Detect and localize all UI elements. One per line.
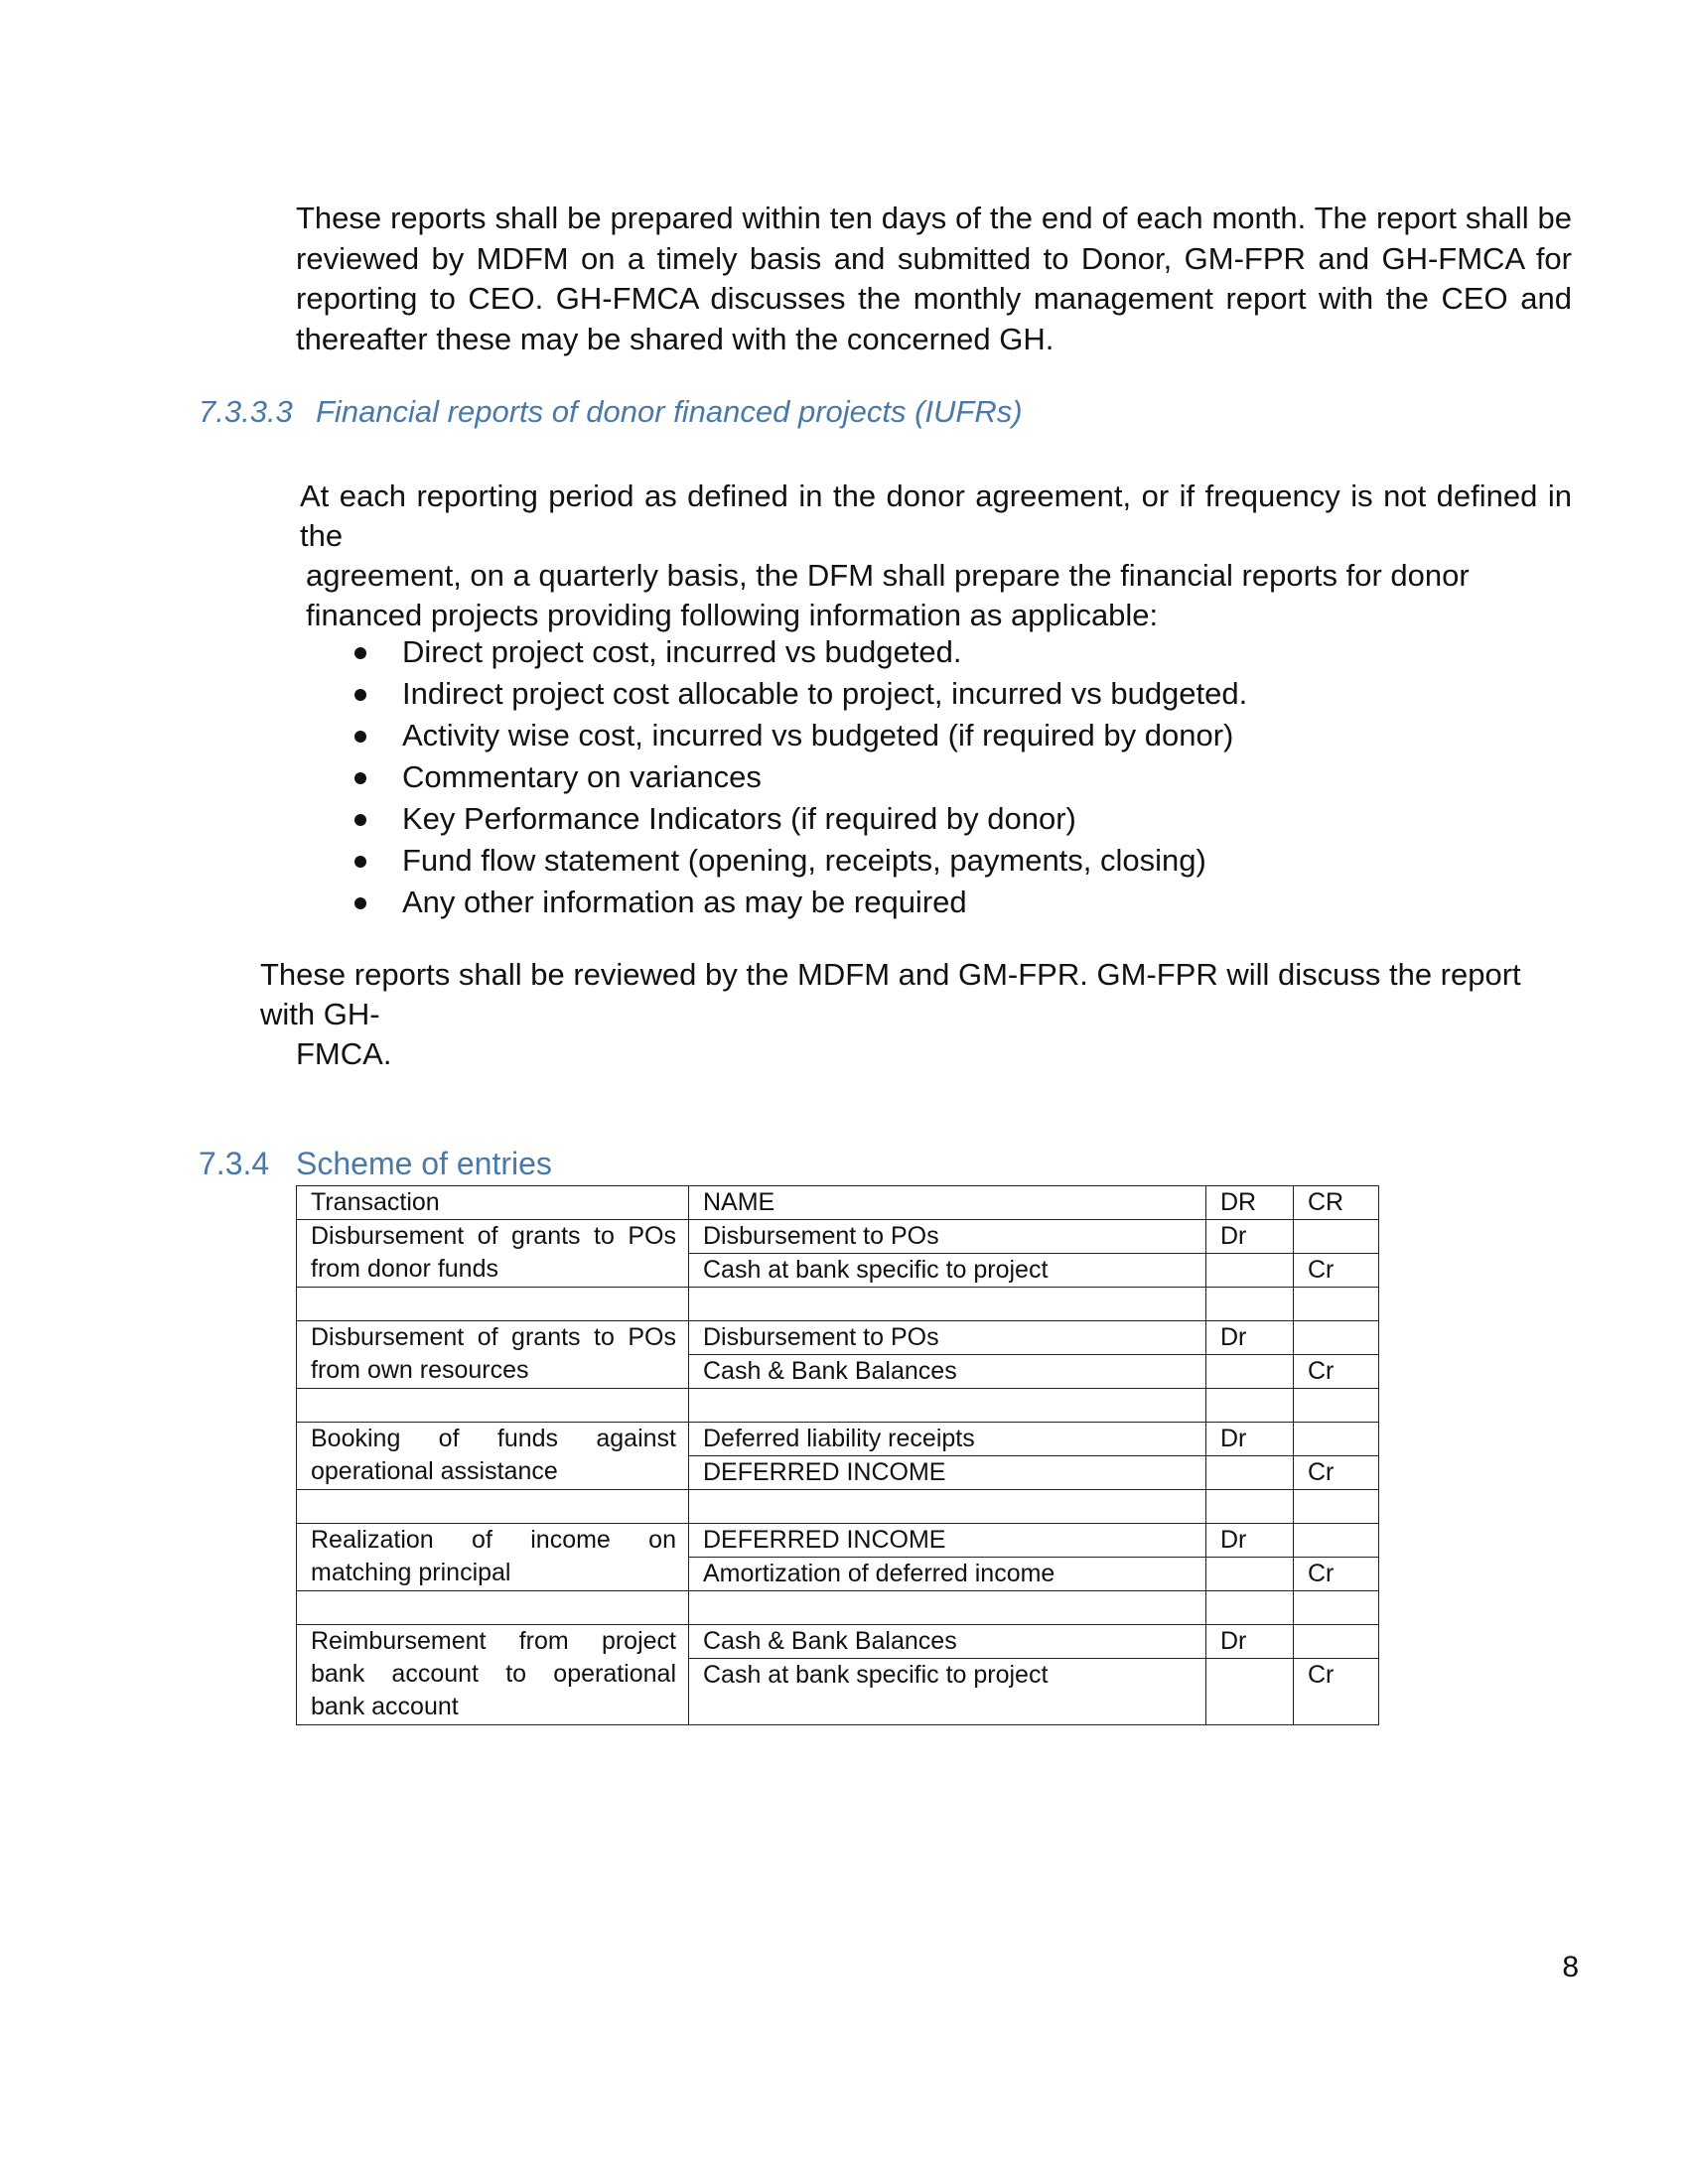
dr-cell: Dr <box>1206 1524 1294 1558</box>
dr-cell: Dr <box>1206 1321 1294 1355</box>
cr-cell: Cr <box>1294 1558 1379 1591</box>
cr-cell: Cr <box>1294 1456 1379 1490</box>
iufr-paragraph <box>300 477 1572 635</box>
bullet-icon <box>354 731 366 743</box>
account-name-cell: DEFERRED INCOME <box>689 1456 1206 1490</box>
header-cr: CR <box>1294 1186 1379 1220</box>
account-name-cell: Amortization of deferred income <box>689 1558 1206 1591</box>
review-paragraph <box>260 955 1573 1074</box>
cr-cell: Cr <box>1294 1355 1379 1389</box>
bullet-icon <box>354 647 366 659</box>
account-name-cell: Cash at bank specific to project <box>689 1254 1206 1288</box>
cr-cell <box>1294 1220 1379 1254</box>
table-spacer-row <box>297 1490 1379 1524</box>
cr-cell: Cr <box>1294 1254 1379 1288</box>
cr-cell <box>1294 1524 1379 1558</box>
account-name-cell: Cash & Bank Balances <box>689 1625 1206 1659</box>
table-row <box>297 1625 1379 1659</box>
header-transaction: Transaction <box>297 1186 689 1220</box>
account-name-cell: Cash at bank specific to project <box>689 1659 1206 1725</box>
table-row <box>297 1524 1379 1558</box>
account-name-cell: Cash & Bank Balances <box>689 1355 1206 1389</box>
section-heading-scheme-of-entries <box>199 1144 1489 1183</box>
transaction-cell: Realization of income on matching principal <box>297 1524 689 1591</box>
dr-cell <box>1206 1355 1294 1389</box>
bullet-icon <box>354 856 366 868</box>
dr-cell <box>1206 1456 1294 1490</box>
table-spacer-row <box>297 1288 1379 1321</box>
monthly-report-paragraph: These reports shall be prepared within ten days of the end of each month. The report shall be reviewed by MDFM on a timely basis and submitted to Donor, GM-FPR and GH-FMCA for reporting to CEO. GH-FMCA discusses the monthly management report with the CEO and thereafter these may be shared with the concerned GH. <box>296 201 1572 356</box>
subsection-number: 7.3.3.3 <box>199 394 293 429</box>
iufr-paragraph-rest: agreement, on a quarterly basis, the DFM shall prepare the financial reports for donor financed projects providing following information as applicable: <box>306 558 1470 632</box>
table-row <box>297 1423 1379 1456</box>
review-paragraph-line2: FMCA. <box>296 1036 392 1071</box>
table-header-row <box>297 1186 1379 1220</box>
page-number: 8 <box>1562 1951 1579 1983</box>
cr-cell <box>1294 1321 1379 1355</box>
list-item: Any other information as may be required <box>352 882 1544 923</box>
dr-cell <box>1206 1659 1294 1725</box>
list-item: Activity wise cost, incurred vs budgeted (if required by donor) <box>352 715 1544 756</box>
cr-cell <box>1294 1625 1379 1659</box>
transaction-cell: Disbursement of grants to POs from donor funds <box>297 1220 689 1288</box>
iufr-paragraph-line1: At each reporting period as defined in the donor agreement, or if frequency is not defined in the <box>300 478 1572 553</box>
account-name-cell: Deferred liability receipts <box>689 1423 1206 1456</box>
section-title: Scheme of entries <box>296 1146 552 1181</box>
iufr-bullet-list <box>352 631 1544 923</box>
list-item: Fund flow statement (opening, receipts, payments, closing) <box>352 840 1544 882</box>
table-row <box>297 1220 1379 1254</box>
table-spacer-row <box>297 1389 1379 1423</box>
transaction-cell: Reimbursement from project bank account to operational bank account <box>297 1625 689 1725</box>
bullet-icon <box>354 897 366 909</box>
dr-cell: Dr <box>1206 1220 1294 1254</box>
bullet-icon <box>354 772 366 784</box>
header-name: NAME <box>689 1186 1206 1220</box>
cr-cell <box>1294 1423 1379 1456</box>
subsection-heading-iufrs <box>199 392 1489 432</box>
transaction-cell: Booking of funds against operational assistance <box>297 1423 689 1490</box>
bullet-icon <box>354 814 366 826</box>
list-item: Key Performance Indicators (if required by donor) <box>352 798 1544 840</box>
header-dr: DR <box>1206 1186 1294 1220</box>
dr-cell: Dr <box>1206 1625 1294 1659</box>
account-name-cell: Disbursement to POs <box>689 1220 1206 1254</box>
bullet-icon <box>354 689 366 701</box>
account-name-cell: DEFERRED INCOME <box>689 1524 1206 1558</box>
section-number: 7.3.4 <box>199 1146 270 1181</box>
dr-cell <box>1206 1254 1294 1288</box>
cr-cell: Cr <box>1294 1659 1379 1725</box>
account-name-cell: Disbursement to POs <box>689 1321 1206 1355</box>
review-paragraph-line1: These reports shall be reviewed by the MDFM and GM-FPR. GM-FPR will discuss the report with GH- <box>260 957 1521 1031</box>
transaction-cell: Disbursement of grants to POs from own resources <box>297 1321 689 1389</box>
subsection-title: Financial reports of donor financed projects (IUFRs) <box>316 394 1023 429</box>
dr-cell: Dr <box>1206 1423 1294 1456</box>
dr-cell <box>1206 1558 1294 1591</box>
table-row <box>297 1321 1379 1355</box>
list-item: Indirect project cost allocable to project, incurred vs budgeted. <box>352 673 1544 715</box>
list-item: Direct project cost, incurred vs budgeted. <box>352 631 1544 673</box>
scheme-of-entries-table <box>296 1185 1379 1725</box>
list-item: Commentary on variances <box>352 756 1544 798</box>
table-spacer-row <box>297 1591 1379 1625</box>
